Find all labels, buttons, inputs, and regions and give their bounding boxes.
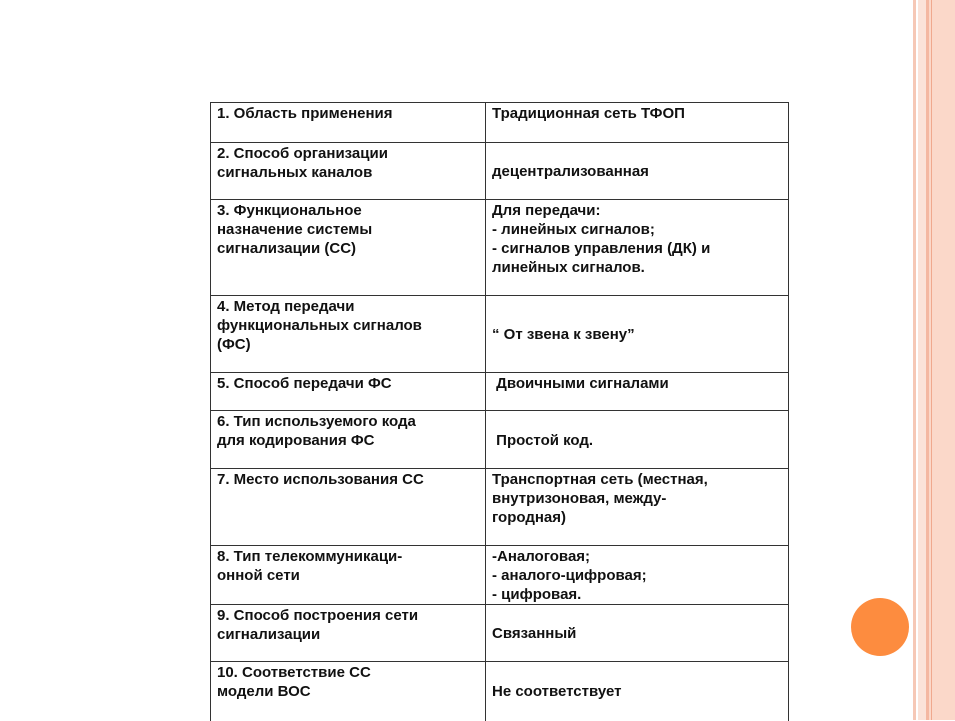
table-row <box>211 605 789 662</box>
row-label: 3. Функциональное назначение системы сигнализации (СС) <box>217 202 373 257</box>
decor-stripe <box>913 0 916 720</box>
row-label-cell <box>211 200 486 296</box>
row-value: Связанный <box>492 625 577 642</box>
row-label: 8. Тип телекоммуникаци- онной сети <box>217 548 403 584</box>
row-value: Двоичными сигналами <box>492 375 669 392</box>
row-value-cell <box>486 200 789 296</box>
row-value: Не соответствует <box>492 683 622 701</box>
row-value: децентрализованная <box>492 163 649 180</box>
row-label: 4. Метод передачи функциональных сигналов (ФС) <box>217 298 422 353</box>
row-label: 10. Соответствие СС модели ВОС <box>217 664 371 700</box>
row-value: Транспортная сеть (местная, внутризоновая, между- городная) <box>492 471 708 526</box>
row-label-cell <box>211 373 486 411</box>
table-row <box>211 373 789 411</box>
table-row <box>211 469 789 546</box>
row-label: 7. Место использования СС <box>217 471 424 488</box>
row-value-cell <box>486 662 789 721</box>
row-value-cell <box>486 469 789 546</box>
row-label: 6. Тип используемого кода для кодирования ФС <box>217 413 416 449</box>
table-row <box>211 296 789 373</box>
row-value-cell <box>486 103 789 143</box>
row-label-cell <box>211 662 486 721</box>
row-label: 9. Способ построения сети сигнализации <box>217 607 419 643</box>
row-label-cell <box>211 143 486 200</box>
comparison-table <box>210 102 789 721</box>
decor-stripe <box>931 0 932 720</box>
row-value-cell <box>486 296 789 373</box>
table-row <box>211 546 789 605</box>
row-value-cell <box>486 546 789 605</box>
row-value-cell <box>486 143 789 200</box>
row-label-cell <box>211 469 486 546</box>
row-value: “ От звена к звену” <box>492 326 635 343</box>
table-row <box>211 200 789 296</box>
decor-stripe <box>929 0 955 720</box>
row-value-cell <box>486 411 789 469</box>
row-value: -Аналоговая; - аналого-цифровая; - цифровая. <box>492 548 647 603</box>
row-value: Традиционная сеть ТФОП <box>492 105 685 122</box>
table-row <box>211 103 789 143</box>
table-row <box>211 411 789 469</box>
orange-circle-decoration <box>851 598 909 656</box>
row-label: 5. Способ передачи ФС <box>217 375 392 392</box>
decor-stripe <box>918 0 926 720</box>
row-label-cell <box>211 546 486 605</box>
row-label: 1. Область применения <box>217 105 393 122</box>
table-row <box>211 662 789 721</box>
row-value: Простой код. <box>492 431 594 449</box>
row-value: Для передачи: - линейных сигналов; - сигналов управления (ДК) и линейных сигналов. <box>492 202 711 276</box>
row-value-cell <box>486 373 789 411</box>
row-value-cell <box>486 605 789 662</box>
row-label-cell <box>211 296 486 373</box>
row-label-cell <box>211 103 486 143</box>
row-label-cell <box>211 411 486 469</box>
row-label-cell <box>211 605 486 662</box>
table-row <box>211 143 789 200</box>
row-label: 2. Способ организации сигнальных каналов <box>217 145 388 181</box>
